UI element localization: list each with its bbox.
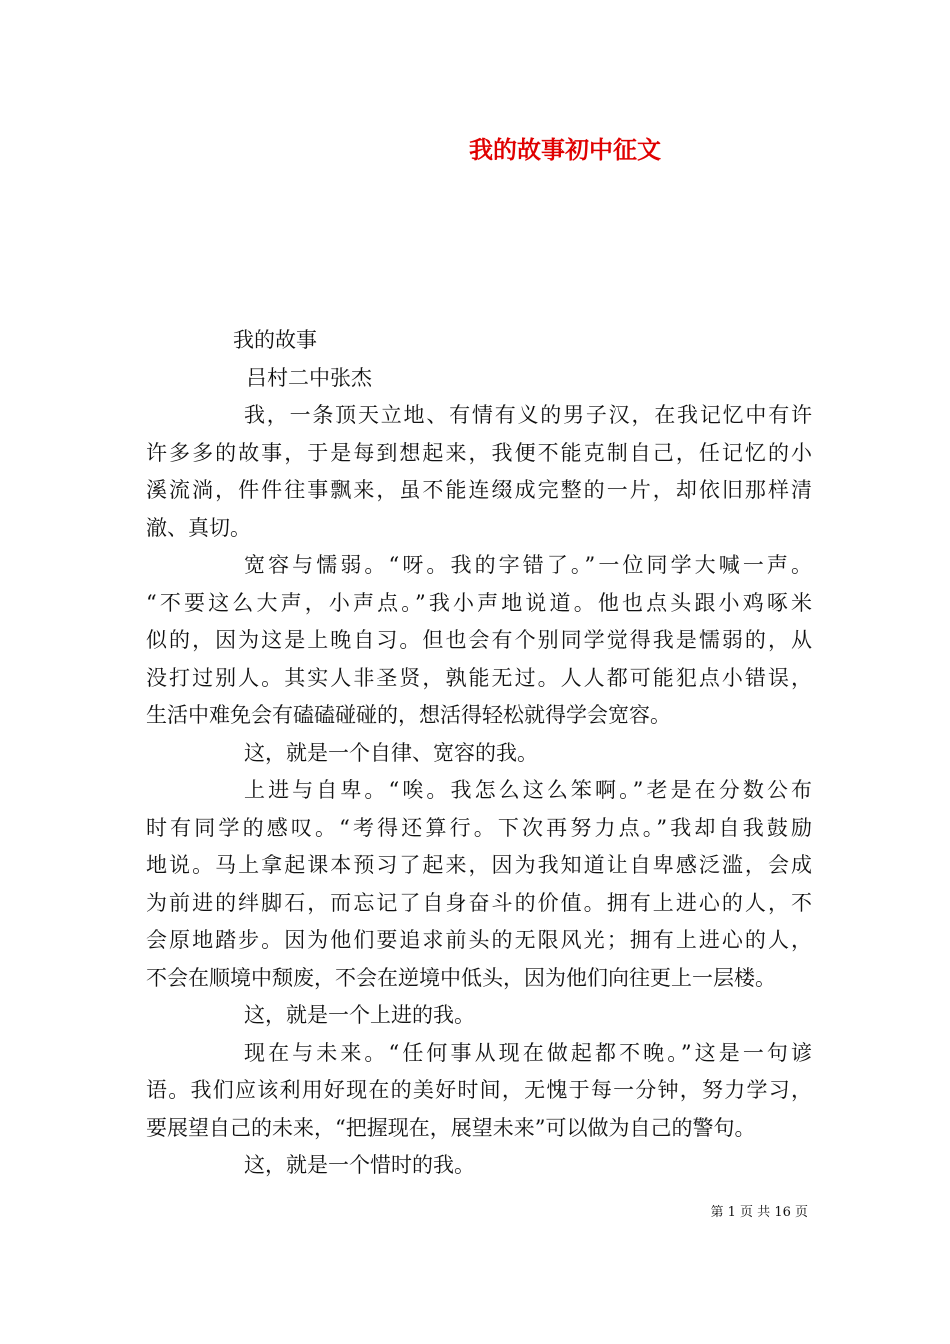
paragraph-line: 语。我们应该利用好现在的美好时间，无愧于每一分钟，努力学习， bbox=[146, 1078, 812, 1102]
paragraph-line: 现在与未来。“任何事从现在做起都不晚。”这是一句谚 bbox=[244, 1040, 812, 1065]
paragraph-line: 我，一条顶天立地、有情有义的男子汉，在我记忆中有许 bbox=[244, 403, 812, 427]
paragraph-line: 会原地踏步。因为他们要追求前头的无限风光；拥有上进心的人， bbox=[146, 928, 812, 952]
author-line: 吕村二中张杰 bbox=[246, 365, 372, 390]
paragraph-line: 时有同学的感叹。“考得还算行。下次再努力点。”我却自我鼓励 bbox=[146, 815, 812, 840]
paragraph-line: 许多多的故事，于是每到想起来，我便不能克制自己，任记忆的小 bbox=[146, 440, 812, 465]
paragraph-line: 要展望自己的未来，“把握现在，展望未来”可以做为自己的警句。 bbox=[146, 1115, 756, 1140]
paragraph-line: 澈、真切。 bbox=[146, 515, 251, 540]
paragraph-line: 这，就是一个自律、宽容的我。 bbox=[244, 740, 538, 765]
page-number: 第 1 页 共 16 页 bbox=[710, 1205, 808, 1220]
paragraph-line: 没打过别人。其实人非圣贤，孰能无过。人人都可能犯点小错误， bbox=[146, 665, 812, 690]
document-body bbox=[146, 322, 812, 1185]
paragraph-line: 溪流淌，件件往事飘来，虽不能连缀成完整的一片，却依旧那样清 bbox=[146, 478, 812, 502]
paragraph-line: 似的，因为这是上晚自习。但也会有个别同学觉得我是懦弱的，从 bbox=[146, 628, 812, 652]
paragraph-line: 上进与自卑。“唉。我怎么这么笨啊。”老是在分数公布 bbox=[244, 778, 812, 802]
paragraph-line: 生活中难免会有磕磕碰碰的，想活得轻松就得学会宽容。 bbox=[146, 703, 671, 727]
document-title: 我的故事初中征文 bbox=[469, 135, 661, 164]
paragraph-line: 不会在顺境中颓废，不会在逆境中低头，因为他们向往更上一层楼。 bbox=[146, 965, 776, 990]
paragraph-line: 宽容与懦弱。“呀。我的字错了。”一位同学大喊一声。 bbox=[244, 553, 812, 577]
paragraph-line: 为前进的绊脚石，而忘记了自身奋斗的价值。拥有上进心的人，不 bbox=[146, 890, 812, 915]
essay-heading: 我的故事 bbox=[233, 328, 317, 352]
paragraph-line: 地说。马上拿起课本预习了起来，因为我知道让自卑感泛滥，会成 bbox=[146, 853, 812, 877]
paragraph-line: 这，就是一个惜时的我。 bbox=[244, 1153, 475, 1177]
paragraph-line: “不要这么大声，小声点。”我小声地说道。他也点头跟小鸡啄米 bbox=[146, 590, 812, 615]
paragraph-line: 这，就是一个上进的我。 bbox=[244, 1003, 475, 1027]
